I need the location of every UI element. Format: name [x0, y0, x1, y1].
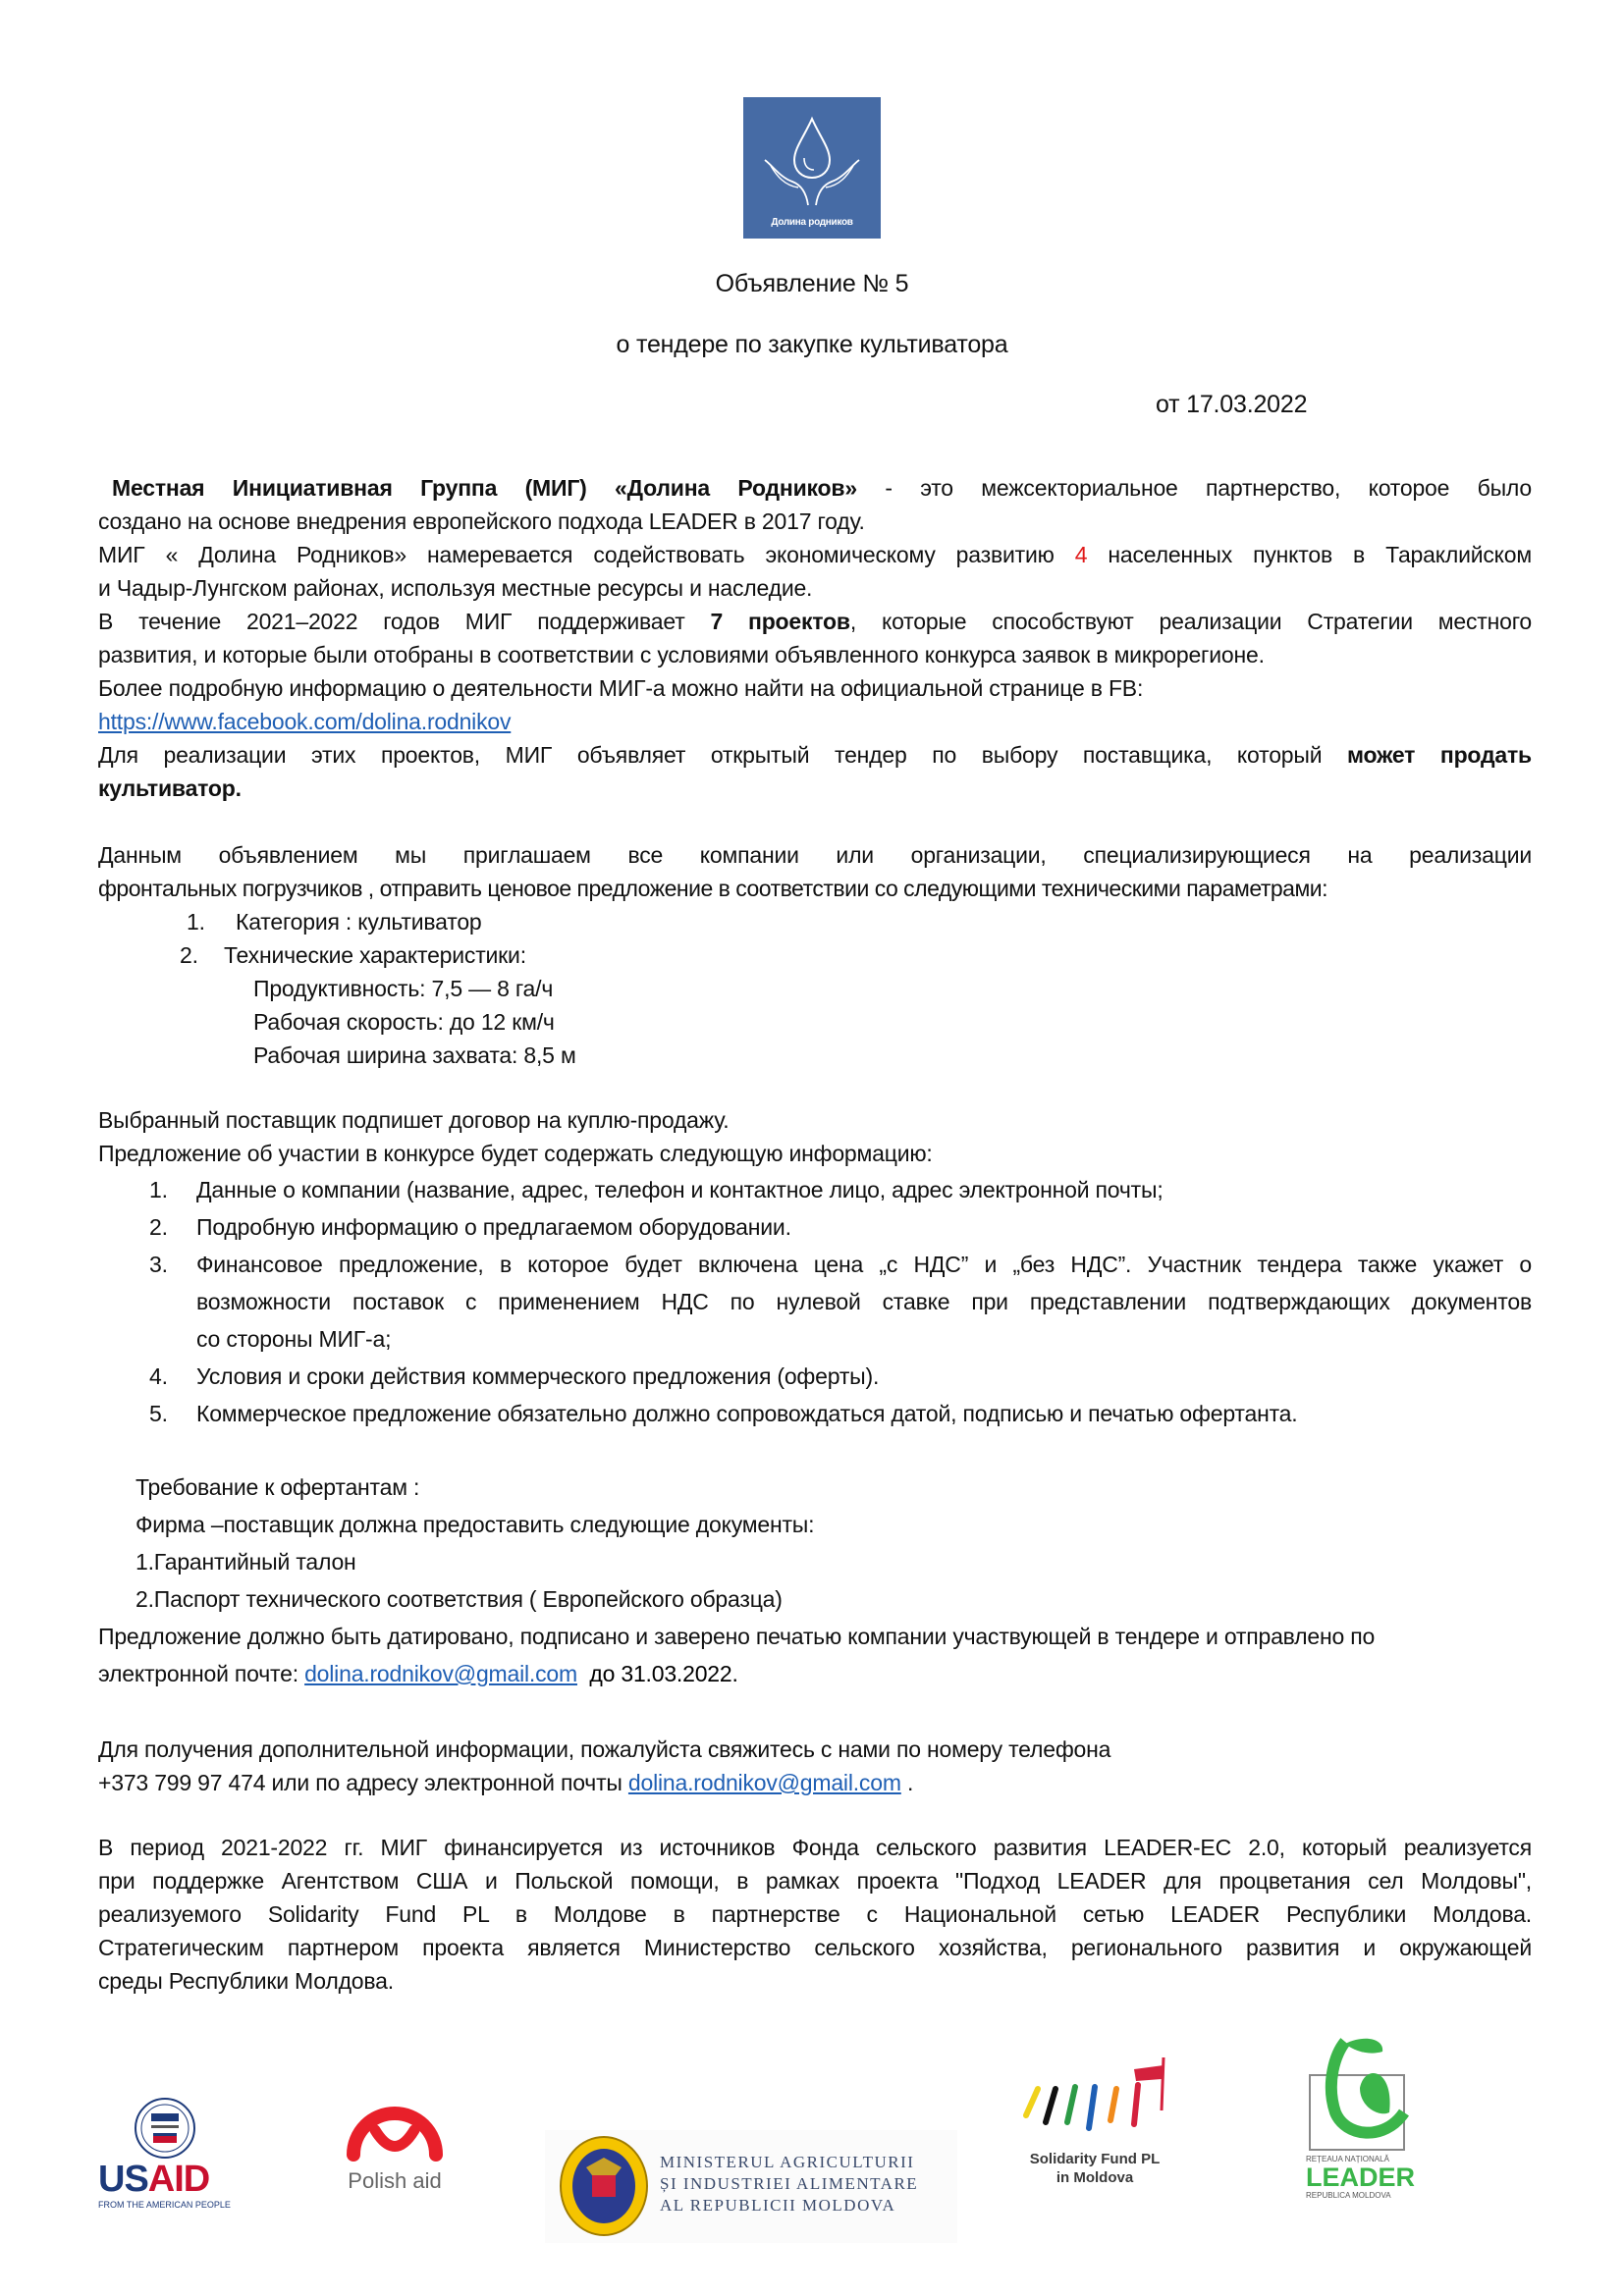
intro-line: В течение 2021–2022 годов МИГ поддерживает 7 проектов, которые способствуют реализации Стратегии местного: [98, 609, 1532, 634]
invitation-line: Данным объявлением мы приглашаем все компании или организации, специализирующиеся на реализации: [98, 842, 1532, 868]
leader-network-logo: REȚEAUA NAȚIONALĂ LEADER REPUBLICA MOLDOVA: [1306, 2034, 1414, 2201]
phone-number: +373 799 97 474 или по адресу электронной почты: [98, 1770, 628, 1795]
polish-aid-smile-icon: [336, 2086, 454, 2164]
contact-email-link[interactable]: dolina.rodnikov@gmail.com: [627, 1770, 901, 1795]
solidarity-fund-logo: Solidarity Fund PL in Moldova: [1016, 2052, 1173, 2199]
proposal-intro: Выбранный поставщик подпишет договор на куплю-продажу. Предложение об участии в конкурсе будет содержать следующую информацию:: [98, 1107, 933, 1166]
announcement-title: Объявление № 5: [715, 270, 909, 297]
facebook-link[interactable]: https://www.facebook.com/dolina.rodnikov: [98, 709, 512, 734]
settlements-count: 4: [1074, 542, 1088, 567]
logo-caption: Долина родников: [771, 217, 853, 228]
intro-line: Для реализации этих проектов, МИГ объявляет открытый тендер по выбору поставщика, который может продать: [98, 742, 1532, 768]
intro-line: Более подробную информацию о деятельности МИГ-а можно найти на официальной странице в FB:: [98, 675, 1144, 701]
document-item: 2.Паспорт технического соответствия ( Европейского образца): [135, 1586, 783, 1612]
list-item: 2. Подробную информацию о предлагаемом оборудовании.: [149, 1214, 791, 1240]
announcement-date: от 17.03.2022: [1156, 391, 1308, 418]
intro-line: и Чадыр-Лунгском районах, используя местные ресурсы и наследие.: [98, 575, 813, 601]
email-link[interactable]: dolina.rodnikov@gmail.com: [304, 1661, 577, 1686]
proposal-contents-list: [0, 1173, 1624, 1434]
intro-line: Местная Инициативная Группа (МИГ) «Долина Родников» - это межсекториальное партнерство, которое было: [112, 475, 1532, 501]
intro-line: МИГ « Долина Родников» намеревается содействовать экономическому развитию 4 населенных пунктов в Тараклийском: [98, 542, 1532, 567]
requirements-block: Требование к офертантам : Фирма –поставщик должна предоставить следующие документы: 1.Гарантийный талон 2.Паспорт технического соответствия ( Европейского образца): [135, 1470, 814, 1620]
funding-paragraph: В период 2021-2022 гг. МИГ финансируется из источников Фонда сельского развития LEADER-EC 2.0, который реализуется при поддержке Агентством США и Польской помощи, в рамках проекта "Подход LEADER для процветания сел Молдовы", реализуемого Solidarity Fund PL в Молдове в партнерстве с Национальной сетью LEADER Республики Молдова. Стратегическим партнером проекта является Министерство сельского хозяйства, регионального развития и окружающей среды Республики Молдова.: [98, 1835, 1532, 1994]
requirements-title: Требование к офертантам :: [135, 1474, 420, 1500]
moldova-coat-of-arms-icon: [557, 2132, 655, 2240]
solidarity-arrows-icon: [1016, 2052, 1173, 2140]
usaid-logo: USAID FROM THE AMERICAN PEOPLE: [98, 2096, 241, 2209]
leader-sprout-icon: [1306, 2034, 1414, 2152]
usaid-seal-icon: [98, 2096, 241, 2164]
ministry-logo: MINISTERUL AGRICULTURII ȘI INDUSTRIEI ALIMENTARE AL REPUBLICII MOLDOVA: [545, 2130, 957, 2243]
deadline: до 31.03.2022.: [589, 1661, 738, 1686]
intro-line: культиватор.: [98, 775, 242, 801]
invitation-line: фронтальных погрузчиков , отправить ценовое предложение в соответствии со следующими техническими параметрами:: [98, 876, 1328, 901]
submission-paragraph: Предложение должно быть датировано, подписано и заверено печатью компании участвующей в тендере и отправлено по электронной почте: dolina.rodnikov@gmail.com до 31.03.2022.: [98, 1624, 1376, 1686]
list-item: 1. Данные о компании (название, адрес, телефон и контактное лицо, адрес электронной почты;: [149, 1177, 1164, 1202]
polish-aid-logo: Polish aid: [336, 2086, 454, 2204]
document-item: 1.Гарантийный талон: [135, 1549, 356, 1575]
announcement-subtitle: о тендере по закупке культиватора: [616, 331, 1008, 358]
intro-paragraph: [98, 471, 1532, 805]
list-item: 4. Условия и сроки действия коммерческого предложения (оферты).: [149, 1363, 880, 1389]
contact-paragraph: Для получения дополнительной информации, пожалуйста свяжитесь с нами по номеру телефона +373 799 97 474 или по адресу электронной почты dolina.rodnikov@gmail.com .: [98, 1736, 1111, 1795]
dolina-rodnikov-logo: [743, 97, 881, 239]
list-item: 3. Финансовое предложение, в которое будет включена цена „с НДС” и „без НДС”. Участник тендера также укажет о возможности поставок с применением НДС по нулевой ставке при представлении подтверждающих документов со стороны МИГ-а;: [149, 1252, 1532, 1352]
list-item: 5. Коммерческое предложение обязательно должно сопровождаться датой, подписью и печатью офертанта.: [149, 1401, 1298, 1426]
invitation-paragraph: [98, 838, 1532, 905]
intro-line: развития, и которые были отобраны в соответствии с условиями объявленного конкурса заявок в микрорегионе.: [98, 642, 1265, 667]
intro-line: создано на основе внедрения европейского подхода LEADER в 2017 году.: [98, 508, 865, 534]
